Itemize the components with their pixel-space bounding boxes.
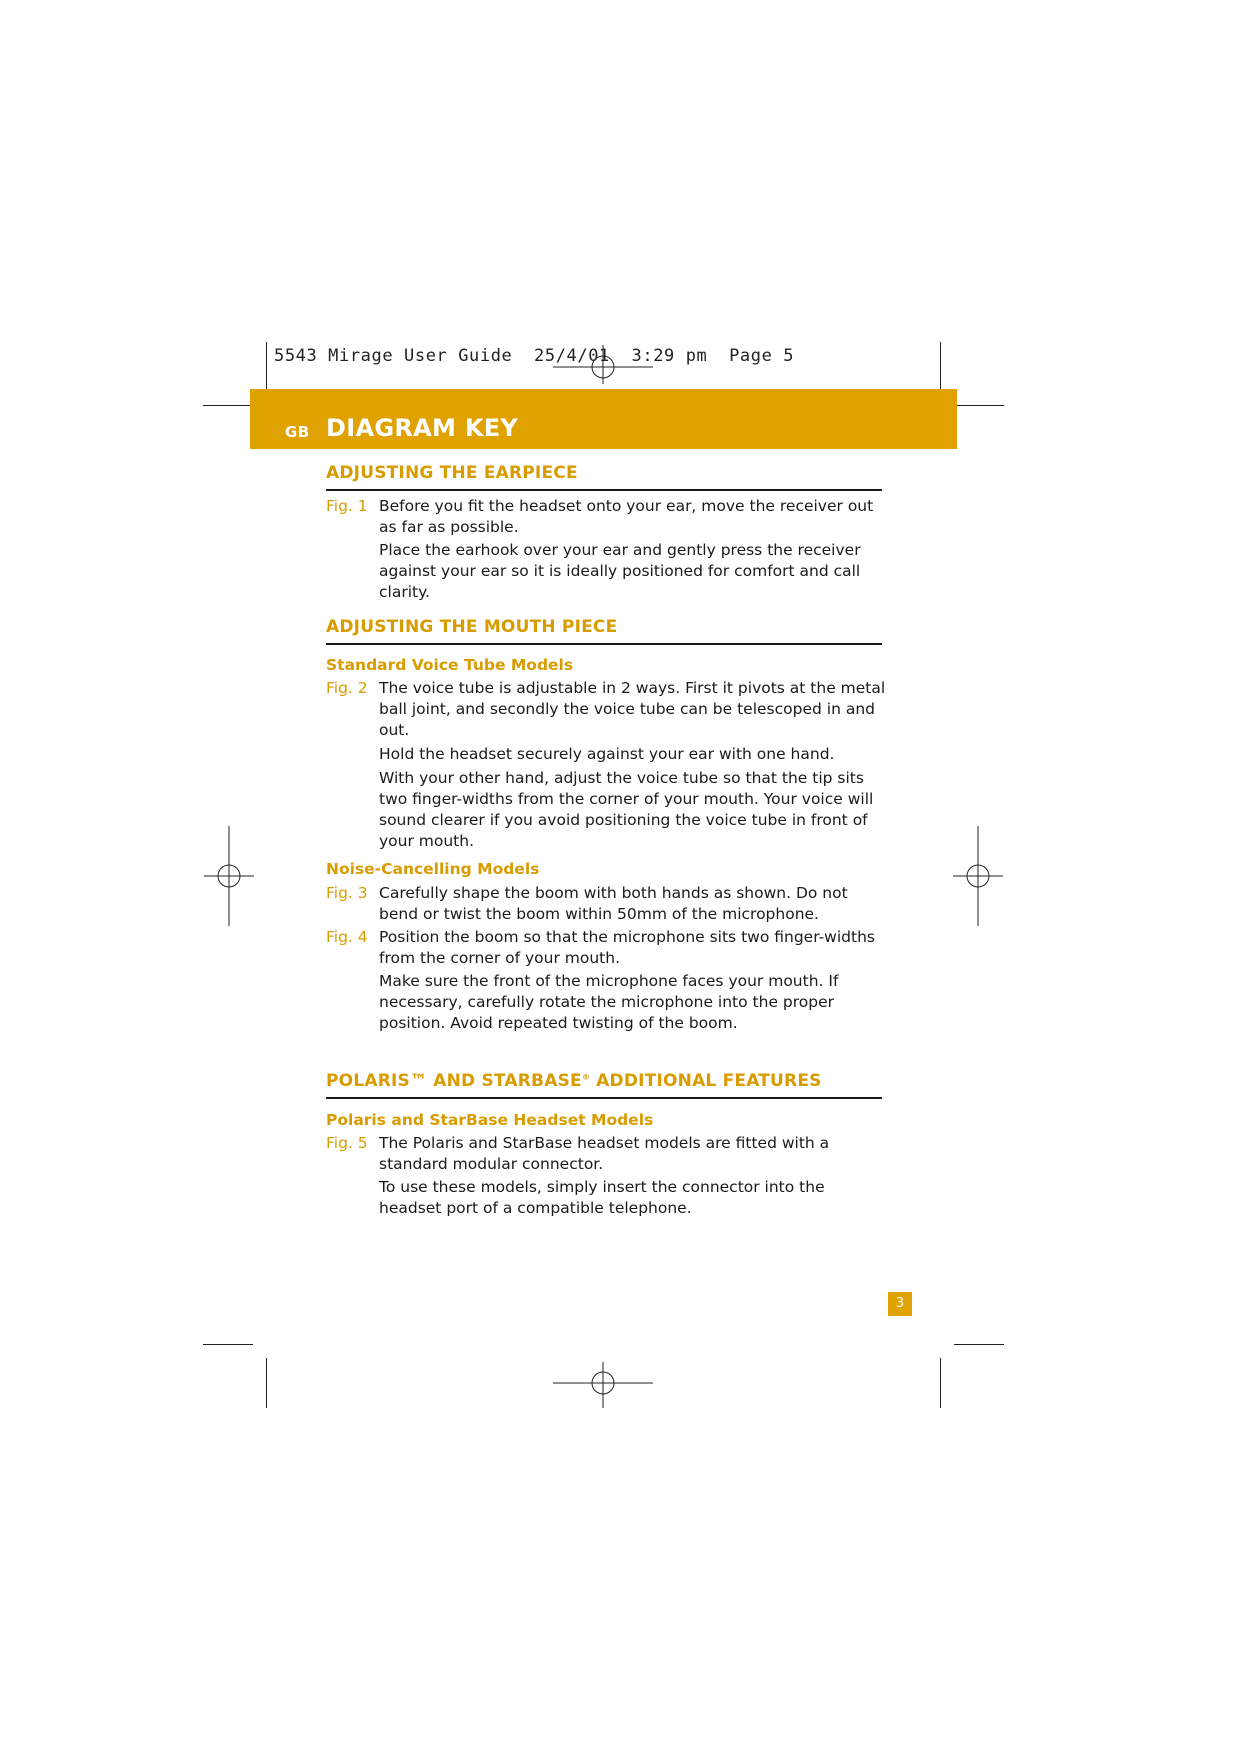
language-code: GB bbox=[285, 423, 310, 441]
section-title-polaris-part2: ADDITIONAL FEATURES bbox=[590, 1071, 822, 1091]
fig2-paragraph-3: With your other hand, adjust the voice tube so that the tip sits two finger-widths from the corner of your mouth. Your voice will sound clearer if you avoid positioning the voice tube in front of your mouth. bbox=[379, 769, 874, 850]
page-number: 3 bbox=[888, 1292, 912, 1316]
subtitle-polaris-starbase: Polaris and StarBase Headset Models bbox=[326, 1111, 654, 1129]
fig4-paragraph-2: Make sure the front of the microphone faces your mouth. If necessary, carefully rotate the microphone into the proper position. Avoid repeated twisting of the boom. bbox=[379, 972, 839, 1032]
crop-mark-top-right-h bbox=[954, 405, 1004, 406]
fig5-paragraph-2: To use these models, simply insert the connector into the headset port of a compatible telephone. bbox=[379, 1178, 825, 1217]
section-title-earpiece: ADJUSTING THE EARPIECE bbox=[326, 463, 578, 483]
section-rule bbox=[326, 489, 882, 491]
crop-mark-top-left-h bbox=[203, 405, 253, 406]
fig2-paragraph-1: The voice tube is adjustable in 2 ways. First it pivots at the metal ball joint, and secondly the voice tube can be telescoped in and out. bbox=[379, 679, 886, 739]
registration-mark-left bbox=[204, 826, 254, 926]
subtitle-noise-cancelling: Noise-Cancelling Models bbox=[326, 860, 540, 878]
registered-mark: ® bbox=[581, 1072, 591, 1082]
fig4-paragraph-1: Position the boom so that the microphone sits two finger-widths from the corner of your mouth. bbox=[379, 928, 875, 967]
fig2-paragraph-2: Hold the headset securely against your ear with one hand. bbox=[379, 745, 835, 763]
section-rule bbox=[326, 643, 882, 645]
print-slug: 5543 Mirage User Guide 25/4/01 3:29 pm Page 5 bbox=[274, 346, 795, 366]
subtitle-standard-voice-tube: Standard Voice Tube Models bbox=[326, 656, 574, 674]
fig3-paragraph-1: Carefully shape the boom with both hands as shown. Do not bend or twist the boom within 50mm of the microphone. bbox=[379, 884, 848, 923]
fig-label-3: Fig. 3 bbox=[326, 884, 368, 902]
fig-label-2: Fig. 2 bbox=[326, 679, 368, 697]
registration-mark-right bbox=[953, 826, 1003, 926]
crop-mark-bottom-right-h bbox=[954, 1344, 1004, 1345]
registration-mark-bottom bbox=[553, 1362, 653, 1408]
page-title: DIAGRAM KEY bbox=[326, 414, 519, 442]
registration-mark-top bbox=[553, 340, 653, 384]
crop-mark-bottom-left-v bbox=[266, 1358, 267, 1408]
section-title-mouthpiece: ADJUSTING THE MOUTH PIECE bbox=[326, 617, 618, 637]
crop-mark-top-right-v bbox=[940, 342, 941, 395]
fig-label-4: Fig. 4 bbox=[326, 928, 368, 946]
fig-label-1: Fig. 1 bbox=[326, 497, 368, 515]
crop-mark-bottom-right-v bbox=[940, 1358, 941, 1408]
section-title-polaris-part1: POLARIS™ AND STARBASE bbox=[326, 1071, 582, 1091]
fig1-paragraph-1: Before you fit the headset onto your ear, move the receiver out as far as possible. bbox=[379, 497, 874, 536]
fig1-paragraph-2: Place the earhook over your ear and gently press the receiver against your ear so it is ideally positioned for comfort and call clarity. bbox=[379, 541, 861, 601]
fig-label-5: Fig. 5 bbox=[326, 1134, 368, 1152]
fig5-paragraph-1: The Polaris and StarBase headset models are fitted with a standard modular connector. bbox=[379, 1134, 830, 1173]
section-title-polaris bbox=[326, 1071, 822, 1091]
crop-mark-bottom-left-h bbox=[203, 1344, 253, 1345]
crop-mark-top-left-v bbox=[266, 342, 267, 395]
section-rule bbox=[326, 1097, 882, 1099]
